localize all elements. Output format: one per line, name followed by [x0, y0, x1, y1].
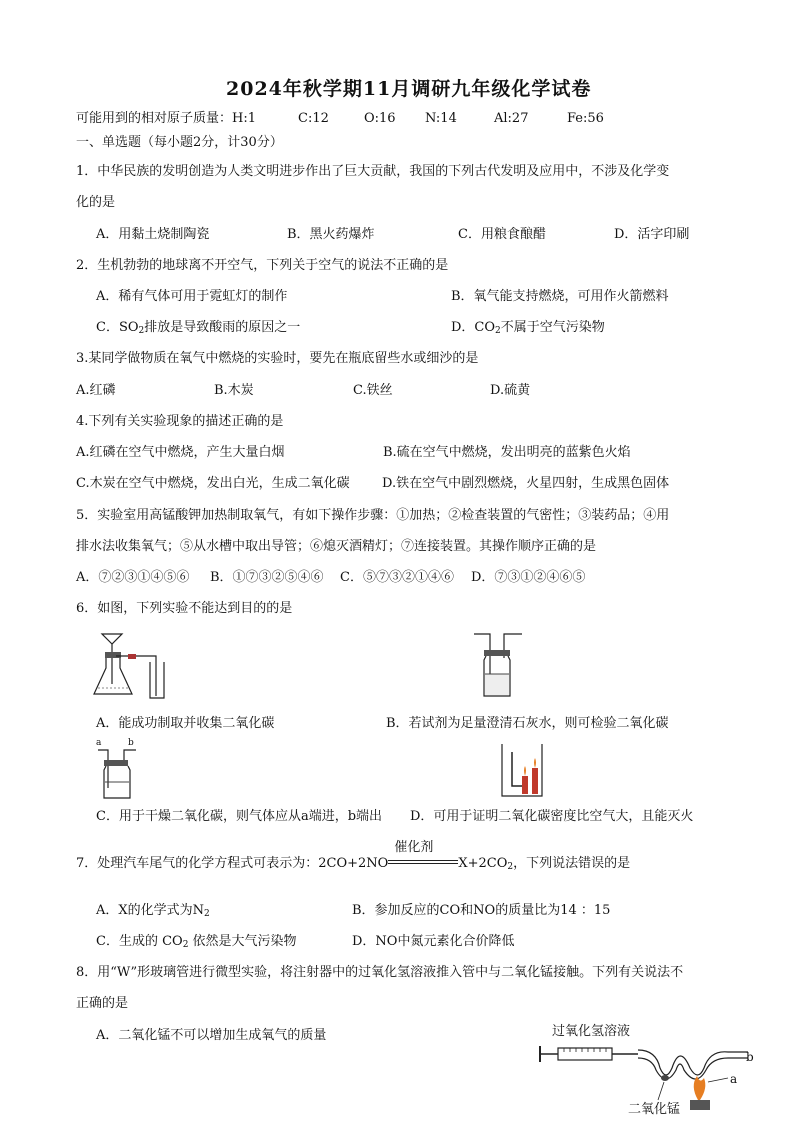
atomic-mass-n: N:14 — [425, 111, 457, 126]
q8-figure-label-top: 过氧化氢溶液 — [552, 1024, 631, 1039]
q7-reaction-arrow — [388, 840, 458, 867]
q6-figure-d — [498, 742, 548, 798]
q5-stem: 5．实验室用高锰酸钾加热制取氧气，有如下操作步骤：①加热；②检查装置的气密性；③装药品；④用 — [76, 508, 670, 523]
section-heading: 一、单选题（每小题2分，计30分） — [76, 135, 283, 150]
q6-figure-b — [470, 630, 526, 700]
q7-option-a — [96, 902, 210, 923]
q4-option-c: C.木炭在空气中燃烧，发出白光，生成二氧化碳 — [76, 476, 350, 491]
q6-option-c: C．用于干燥二氧化碳，则气体应从a端进，b端出 — [96, 809, 383, 824]
q8-figure-label-b: b — [746, 1050, 754, 1064]
q7-option-c-sub: 2 — [182, 940, 189, 950]
q7-option-d: D．NO中氮元素化合价降低 — [352, 934, 515, 949]
q8-stem-cont: 正确的是 — [76, 996, 129, 1011]
q2-option-d-pre: D．CO — [451, 320, 496, 335]
q7-stem-end: ，下列说法错误的是 — [513, 856, 631, 871]
q6-option-d: D．可用于证明二氧化碳密度比空气大，且能灭火 — [410, 809, 694, 824]
q8-figure-label-a: a — [730, 1072, 738, 1086]
q2-option-d-post: 不属于空气污染物 — [500, 320, 605, 335]
q3-option-d: D.硫黄 — [490, 383, 531, 398]
q5-option-c: C．⑤⑦③②①④⑥ — [340, 570, 454, 585]
q3-option-c: C.铁丝 — [353, 383, 393, 398]
q7-stem — [76, 840, 631, 876]
q7-catalyst: 催化剂 — [394, 840, 434, 855]
q2-option-b: B．氧气能支持燃烧，可用作火箭燃料 — [451, 289, 669, 304]
q2-option-d-sub: 2 — [495, 326, 501, 336]
q7-option-a-sub: 2 — [204, 909, 210, 919]
q6-figure-a — [92, 632, 168, 702]
atomic-mass-c: C:12 — [298, 111, 329, 126]
q2-stem: 2．生机勃勃的地球离不开空气，下列关于空气的说法不正确的是 — [76, 258, 449, 273]
q6-label-a: a — [96, 738, 102, 748]
q1-stem-cont: 化的是 — [76, 195, 116, 210]
q2-option-c-pre: C．SO — [96, 320, 139, 335]
q2-option-d — [451, 319, 605, 340]
q2-option-c — [96, 319, 300, 340]
q7-option-c-post: 依然是大气污染物 — [188, 934, 297, 949]
q6-label-b: b — [128, 738, 134, 748]
q6-stem: 6．如图，下列实验不能达到目的的是 — [76, 601, 293, 616]
q7-option-b: B．参加反应的CO和NO的质量比为14 ：15 — [352, 903, 611, 918]
q2-option-a: A．稀有气体可用于霓虹灯的制作 — [96, 289, 288, 304]
q1-option-b: B．黑火药爆炸 — [287, 227, 375, 242]
q7-stem-sub: 2 — [507, 862, 514, 872]
q5-option-d: D．⑦③①②④⑥⑤ — [471, 570, 586, 585]
q7-stem-pre: 7．处理汽车尾气的化学方程式可表示为：2CO+2NO — [76, 856, 389, 871]
q1-option-a: A．用黏土烧制陶瓷 — [96, 227, 210, 242]
q3-option-a: A.红磷 — [76, 383, 116, 398]
q2-option-c-sub: 2 — [138, 326, 145, 336]
q4-option-d: D.铁在空气中剧烈燃烧，火星四射，生成黑色固体 — [382, 476, 670, 491]
q6-option-a: A．能成功制取并收集二氧化碳 — [96, 716, 275, 731]
q6-option-b: B．若试剂为足量澄清石灰水，则可检验二氧化碳 — [386, 716, 669, 731]
q2-option-c-post: 排放是导致酸雨的原因之一 — [144, 320, 301, 335]
q7-option-a-pre: A．X的化学式为N — [96, 903, 205, 918]
atomic-mass-label: 可能用到的相对原子质量：H:1 — [76, 111, 256, 126]
q5-stem-cont: 排水法收集氧气；⑤从水槽中取出导管；⑥熄灭酒精灯；⑦连接装置。其操作顺序正确的是 — [76, 539, 597, 554]
q7-option-c-pre: C．生成的 CO — [96, 934, 183, 949]
q6-figure-c — [96, 748, 138, 800]
q4-stem: 4.下列有关实验现象的描述正确的是 — [76, 414, 284, 429]
q8-option-a: A．二氧化锰不可以增加生成氧气的质量 — [96, 1028, 327, 1043]
page-title: 2024年秋学期11月调研九年级化学试卷 — [226, 78, 592, 100]
q8-stem: 8．用“W”形玻璃管进行微型实验，将注射器中的过氧化氢溶液推入管中与二氧化锰接触。下列有关说法不 — [76, 965, 684, 980]
q3-stem: 3.某同学做物质在氧气中燃烧的实验时，要先在瓶底留些水或细沙的是 — [76, 351, 479, 366]
q5-option-a: A．⑦②③①④⑤⑥ — [76, 570, 190, 585]
q1-stem: 1．中华民族的发明创造为人类文明进步作出了巨大贡献，我国的下列古代发明及应用中，不涉及化学变 — [76, 164, 670, 179]
q4-option-b: B.硫在空气中燃烧，发出明亮的蓝紫色火焰 — [383, 445, 631, 460]
q7-option-c — [96, 933, 297, 954]
q3-option-b: B.木炭 — [214, 383, 254, 398]
q7-stem-post: X+2CO — [458, 856, 508, 871]
q1-option-d: D．活字印刷 — [614, 227, 690, 242]
atomic-mass-al: Al:27 — [494, 111, 529, 126]
atomic-mass-o: O:16 — [364, 111, 396, 126]
q1-option-c: C．用粮食酿醋 — [458, 227, 546, 242]
atomic-mass-fe: Fe:56 — [567, 111, 604, 126]
q8-figure-label-bottom: 二氧化锰 — [628, 1102, 681, 1117]
q5-option-b: B．①⑦③②⑤④⑥ — [210, 570, 324, 585]
q4-option-a: A.红磷在空气中燃烧，产生大量白烟 — [76, 445, 285, 460]
